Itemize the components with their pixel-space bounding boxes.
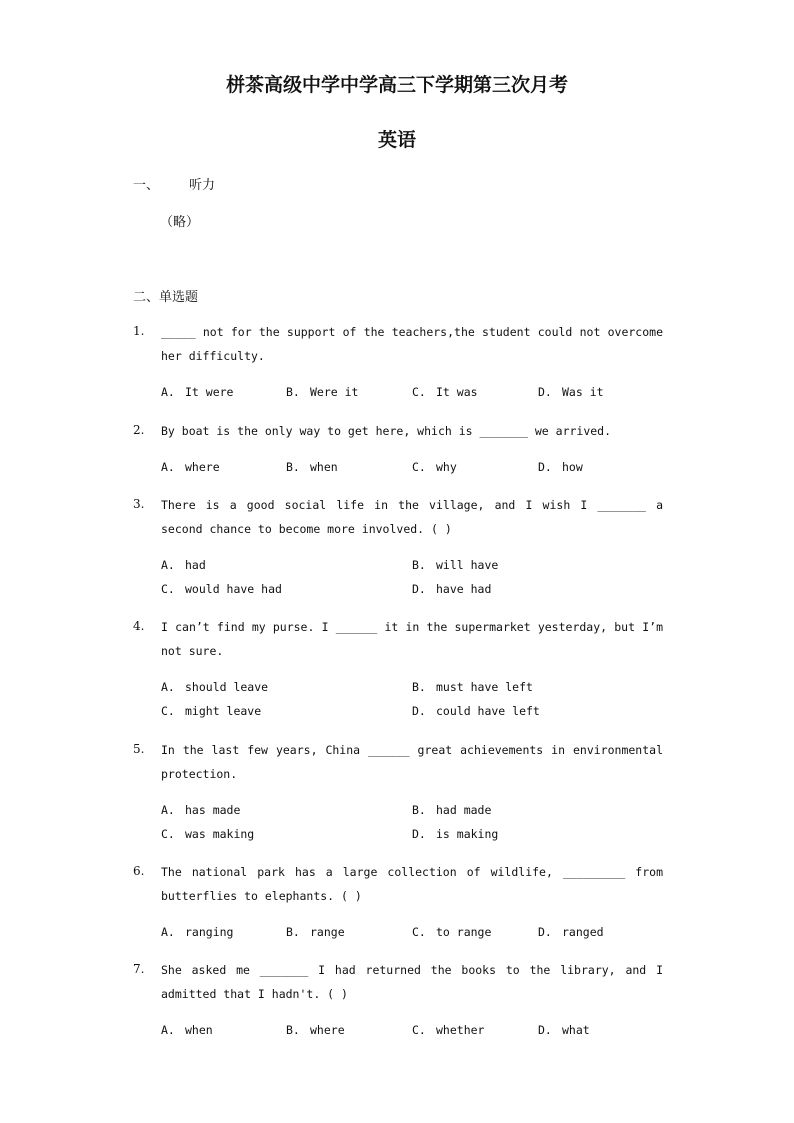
option-d[interactable] [538,1023,590,1037]
option-a[interactable] [161,1023,213,1037]
option-letter: B. [286,385,300,399]
section-title: 听力 [189,178,216,193]
option-text: Was it [562,385,604,399]
option-text: had made [436,803,492,817]
option-c[interactable] [161,704,261,718]
question-number: 6. [133,864,145,878]
option-text: have had [436,582,492,596]
option-letter: A. [161,1023,175,1037]
question-number: 5. [133,742,145,756]
option-c[interactable] [412,460,457,474]
option-letter: C. [412,1023,426,1037]
option-text: ranged [562,925,604,939]
option-text: where [310,1023,345,1037]
option-letter: A. [161,460,175,474]
option-text: to range [436,925,492,939]
option-d[interactable] [412,704,540,718]
option-letter: B. [412,803,426,817]
option-letter: A. [161,558,175,572]
option-letter: B. [286,1023,300,1037]
option-text: It were [185,385,234,399]
listening-note: （略） [160,215,200,230]
section-single-choice: 二、单选题 [133,290,199,305]
option-text: how [562,460,583,474]
option-text: range [310,925,345,939]
option-text: when [310,460,338,474]
question-stem: In the last few years, China ______ great achievements in environmental protection. [161,743,663,781]
option-d[interactable] [412,827,498,841]
option-letter: D. [412,827,426,841]
section-listening [133,174,215,193]
option-d[interactable] [538,460,583,474]
question-stem: I can’t find my purse. I ______ it in the supermarket yesterday, but I’m not sure. [161,620,663,658]
option-letter: D. [538,460,552,474]
option-c[interactable] [412,1023,484,1037]
option-b[interactable] [412,803,491,817]
option-letter: C. [412,385,426,399]
question-stem: _____ not for the support of the teachers,the student could not overcome her difficulty. [161,325,663,363]
option-b[interactable] [412,680,533,694]
question-number: 7. [133,962,145,976]
page-title: 栟茶高级中学中学高三下学期第三次月考 [225,74,568,96]
option-letter: B. [286,925,300,939]
option-text: could have left [436,704,540,718]
option-text: why [436,460,457,474]
option-letter: C. [161,704,175,718]
option-b[interactable] [412,558,498,572]
option-a[interactable] [161,925,233,939]
option-text: might leave [185,704,262,718]
option-text: must have left [436,680,533,694]
option-d[interactable] [538,385,604,399]
option-letter: C. [412,460,426,474]
option-text: ranging [185,925,234,939]
option-letter: C. [412,925,426,939]
option-d[interactable] [538,925,604,939]
option-text: when [185,1023,213,1037]
option-d[interactable] [412,582,491,596]
option-b[interactable] [286,385,358,399]
option-a[interactable] [161,385,233,399]
option-letter: D. [412,704,426,718]
option-c[interactable] [161,582,282,596]
question-number: 1. [133,324,145,338]
option-letter: B. [412,558,426,572]
option-text: what [562,1023,590,1037]
option-b[interactable] [286,460,338,474]
question-number: 3. [133,497,145,511]
option-text: would have had [185,582,282,596]
option-text: Were it [310,385,359,399]
option-text: has made [185,803,241,817]
option-text: should leave [185,680,269,694]
question-number: 2. [133,423,145,437]
option-a[interactable] [161,460,220,474]
option-text: It was [436,385,478,399]
option-c[interactable] [412,925,491,939]
option-letter: D. [538,385,552,399]
option-letter: A. [161,803,175,817]
subject-title: 英语 [377,129,416,151]
option-a[interactable] [161,558,206,572]
option-a[interactable] [161,680,268,694]
section-number: 一、 [133,178,160,193]
question-number: 4. [133,619,145,633]
option-letter: D. [412,582,426,596]
option-letter: C. [161,827,175,841]
option-letter: C. [161,582,175,596]
option-text: will have [436,558,499,572]
option-letter: B. [412,680,426,694]
question-stem: The national park has a large collection of wildlife, _________ from butterflies to elephants. ( ) [161,865,663,903]
option-text: where [185,460,220,474]
option-letter: A. [161,680,175,694]
option-a[interactable] [161,803,240,817]
option-text: whether [436,1023,485,1037]
option-b[interactable] [286,1023,345,1037]
option-letter: D. [538,1023,552,1037]
option-c[interactable] [161,827,254,841]
option-c[interactable] [412,385,478,399]
option-letter: A. [161,385,175,399]
option-text: is making [436,827,499,841]
question-stem: There is a good social life in the village, and I wish I _______ a second chance to become more involved. ( ) [161,498,663,536]
option-b[interactable] [286,925,345,939]
option-letter: D. [538,925,552,939]
option-letter: B. [286,460,300,474]
question-stem: She asked me _______ I had returned the books to the library, and I admitted that I hadn't. ( ) [161,963,663,1001]
option-text: was making [185,827,255,841]
option-text: had [185,558,206,572]
question-stem: By boat is the only way to get here, which is _______ we arrived. [161,424,612,438]
option-letter: A. [161,925,175,939]
